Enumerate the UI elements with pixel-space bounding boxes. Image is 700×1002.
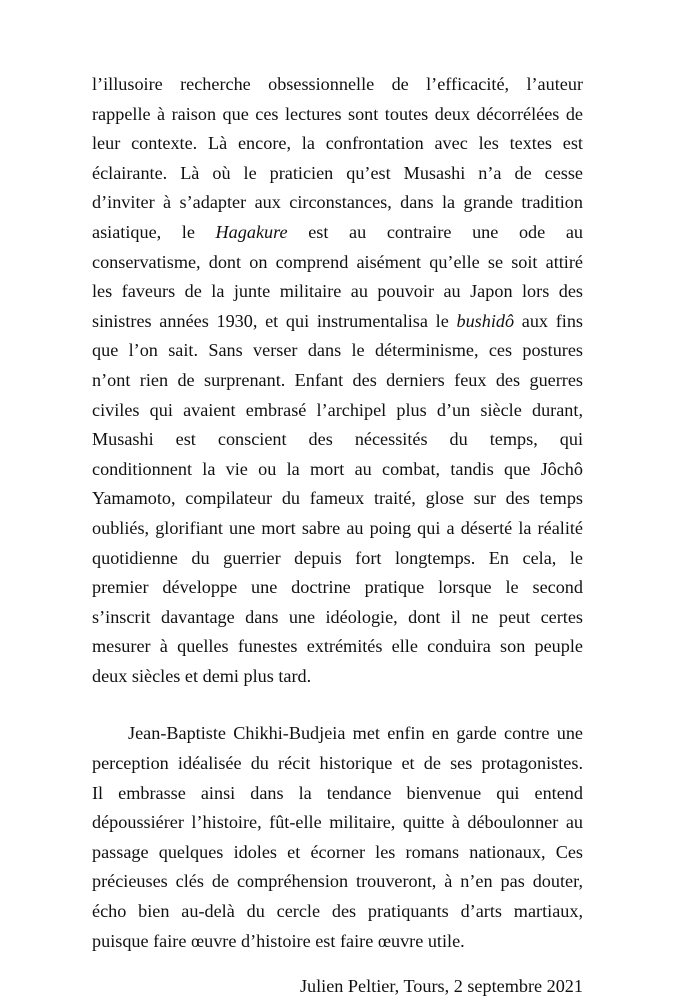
text-line: rappelle à raison que ces lectures sont toutes deux décorrélées de: [92, 103, 583, 124]
text-line: [92, 218, 583, 248]
paragraph-spacer: [92, 691, 583, 719]
text-line: civiles qui avaient embrasé l’archipel plus d’un siècle durant,: [92, 399, 583, 420]
text-line: l’illusoire recherche obsessionnelle de l’efficacité, l’auteur: [92, 74, 583, 94]
text-line: conditionnent la vie ou la mort au combat, tandis que Jôchô: [92, 458, 583, 479]
paragraph-critique: [92, 70, 583, 691]
text-line: oubliés, glorifiant une mort sabre au poing qui a déserté la réalité: [92, 517, 583, 538]
text-line: s’inscrit davantage dans une idéologie, dont il ne peut certes: [92, 606, 583, 627]
italic-term: bushidô: [456, 310, 515, 331]
text-line: précieuses clés de compréhension trouveront, à n’en pas douter,: [92, 871, 583, 892]
text-line: Jean-Baptiste Chikhi-Budjeia met enfin en garde contre une: [128, 723, 583, 744]
text-line: deux siècles et demi plus tard.: [92, 665, 312, 686]
text-line: éclairante. Là où le praticien qu’est Musashi n’a de cesse: [92, 162, 583, 183]
text-segment: sinistres années 1930, et qui instrumentalisa le: [92, 310, 457, 331]
text-line: que l’on sait. Sans verser dans le déterminisme, ces postures: [92, 340, 583, 361]
text-line: Il embrasse ainsi dans la tendance bienvenue qui entend: [92, 782, 583, 803]
text-line: perception idéalisée du récit historique et de ses protagonistes.: [92, 753, 583, 774]
text-line: puisque faire œuvre d’histoire est faire œuvre utile.: [92, 930, 465, 951]
text-line: passage quelques idoles et écorner les romans nationaux, Ces: [92, 841, 583, 862]
text-segment: est au contraire une ode au: [287, 221, 583, 242]
text-line: d’inviter à s’adapter aux circonstances, dans la grande tradition: [92, 192, 583, 213]
text-line: Musashi est conscient des nécessités du temps, qui: [92, 429, 583, 450]
paragraph-conclusion: [92, 719, 583, 956]
author-signature: Julien Peltier, Tours, 2 septembre 2021: [299, 976, 583, 997]
text-line: conservatisme, dont on comprend aisément qu’elle se soit attiré: [92, 251, 583, 272]
text-line: premier développe une doctrine pratique lorsque le second: [92, 577, 583, 598]
text-line: les faveurs de la junte militaire au pouvoir au Japon lors des: [92, 281, 583, 302]
text-line: mesurer à quelles funestes extrémités elle conduira son peuple: [92, 636, 583, 657]
italic-term: Hagakure: [215, 221, 288, 242]
text-line: n’ont rien de surprenant. Enfant des derniers feux des guerres: [92, 369, 583, 390]
text-line: écho bien au-delà du cercle des pratiquants d’arts martiaux,: [92, 901, 583, 922]
text-line: dépoussiérer l’histoire, fût-elle militaire, quitte à déboulonner au: [92, 812, 583, 833]
text-segment: asiatique, le: [92, 221, 216, 242]
text-line: Yamamoto, compilateur du fameux traité, glose sur des temps: [92, 488, 583, 509]
text-line: quotidienne du guerrier depuis fort longtemps. En cela, le: [92, 547, 583, 568]
text-line: [92, 307, 583, 337]
text-line: leur contexte. Là encore, la confrontation avec les textes est: [92, 133, 583, 154]
text-segment: aux fins: [514, 310, 583, 331]
